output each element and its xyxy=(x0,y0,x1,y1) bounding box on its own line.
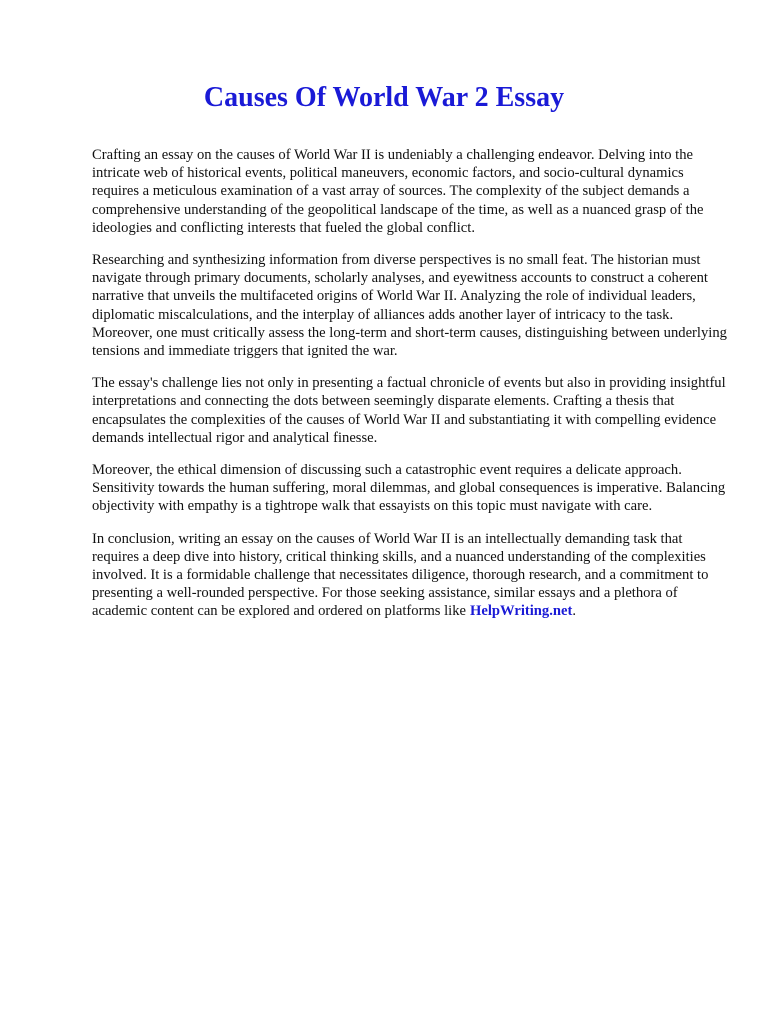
paragraph-3: The essay's challenge lies not only in presenting a factual chronicle of events but also in providing insightful interpretations and connecting the dots between seemingly disparate elements. Crafting a thesis that encapsulates the complexities of the causes of World War II and substantiating it with compelling evidence demands intellectual rigor and analytical finesse. xyxy=(92,375,726,446)
helpwriting-link[interactable]: HelpWriting.net xyxy=(470,603,573,620)
conclusion-text: In conclusion, writing an essay on the causes of World War II is an intellectually demanding task that requires a deep dive into history, critical thinking skills, and a nuanced understanding of the complexities involved. It is a formidable challenge that necessitates diligence, thorough research, and a commitment to presenting a well-rounded perspective. For those seeking assistance, similar essays and a plethora of academic content can be explored and ordered on platforms like xyxy=(92,530,709,620)
page-title: Causes Of World War 2 Essay xyxy=(203,82,565,113)
paragraph-2: Researching and synthesizing information from diverse perspectives is no small feat. The historian must navigate through primary documents, scholarly analyses, and eyewitness accounts to construct a coherent narrative that unveils the multifaceted origins of World War II. Analyzing the role of individual leaders, diplomatic miscalculations, and the interplay of alliances adds another layer of intricacy to the task. Moreover, one must critically assess the long-term and short-term causes, distinguishing between underlying tensions and immediate triggers that ignited the war. xyxy=(92,252,727,360)
paragraph-4: Moreover, the ethical dimension of discussing such a catastrophic event requires a delicate approach. Sensitivity towards the human suffering, moral dilemmas, and global consequences is imperative. Balancing objectivity with empathy is a tightrope walk that essayists on this topic must navigate with care. xyxy=(92,462,726,515)
conclusion-end-punct: . xyxy=(572,603,576,620)
paragraph-conclusion xyxy=(92,530,732,621)
paragraph-1: Crafting an essay on the causes of World War II is undeniably a challenging endeavor. Delving into the intricate web of historical events, political maneuvers, economic factors, and socio-cultural dynamics requires a meticulous examination of a vast array of sources. The complexity of the subject demands a comprehensive understanding of the geopolitical landscape of the time, as well as a nuanced grasp of the ideologies and conflicting interests that fueled the global conflict. xyxy=(92,147,704,236)
essay-body xyxy=(92,146,732,635)
